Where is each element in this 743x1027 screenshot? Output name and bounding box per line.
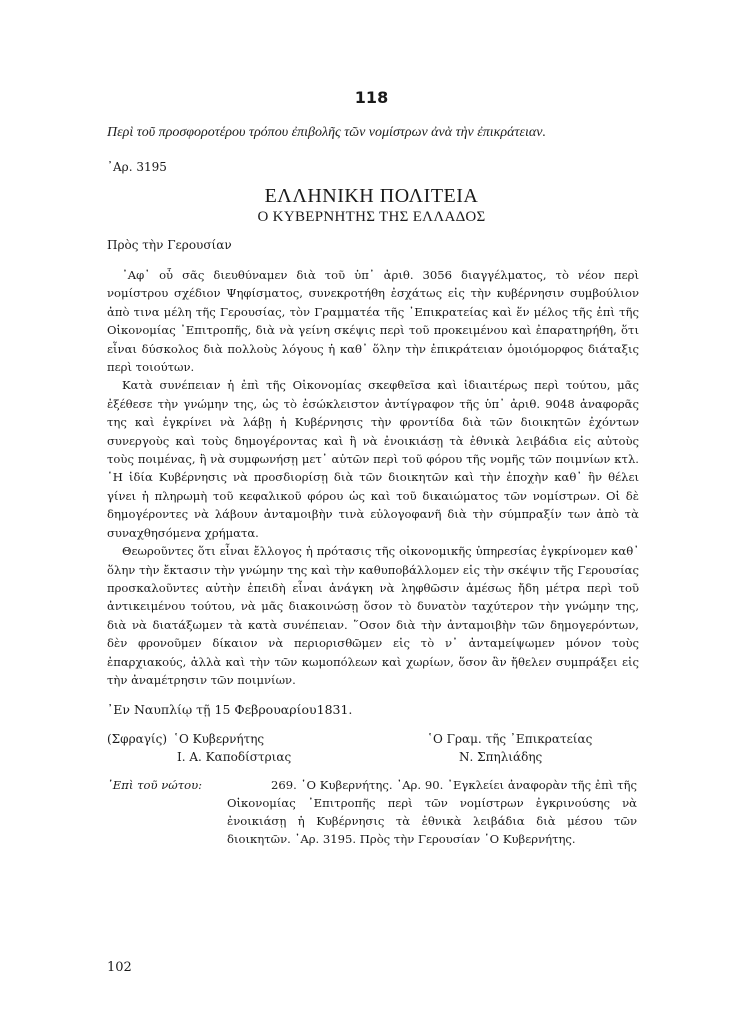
heading-state: ΕΛΛΗΝΙΚΗ ΠΟΛΙΤΕΙΑ <box>264 185 479 207</box>
endorsement-text: 269. ῾Ο Κυβερνήτης. ᾿Αρ. 90. ᾿Εγκλείει ἀναφορὰν τῆς ἐπὶ τῆς Οἰκονομίας ᾿Επιτροπῆς περὶ τῶν νομίστρων ἐγκρινούσης νὰ ἐνοικιάσῃ ἡ Κυβέρνησις τὰ ἐθνικὰ λειβάδια διὰ μέσου τῶν διοικητῶν. ᾿Αρ. 3195. Πρὸς τὴν Γερουσίαν ῾Ο Κυβερνήτης. <box>227 778 637 846</box>
reference-number: ᾿Αρ. 3195 <box>107 160 167 174</box>
secretary-title: ῾Ο Γραμ. τῆς ᾿Επικρατείας <box>427 732 593 746</box>
governor-name: Ι. Α. Καποδίστριας <box>177 750 292 764</box>
paragraph: Κατὰ συνέπειαν ἡ ἐπὶ τῆς Οἰκονομίας σκεφθεῖσα καὶ ἰδιαιτέρως περὶ τούτου, μᾶς ἐξέθεσε τὴν γνώμην της, ὡς τὸ ἐσώκλειστον ἀντίγραφον τῆς ὑπ᾿ ἀριθ. 9048 ἀναφορᾶς της καὶ ἐγκρίνει νὰ λάβῃ ἡ Κυβέρνησις τὴν φροντίδα διὰ τῶν διοικητῶν ἐχόντων συνεργοὺς καὶ τοὺς δημογέροντας καὶ ἢ νὰ ἐνοικιάσῃ τὰ ἐθνικὰ λειβάδια εἰς αὐτοὺς τοὺς ποιμένας, ἢ νὰ συμφωνήσῃ μετ᾿ αὐτῶν περὶ τοῦ φόρου τῆς νομῆς τῶν ποιμνίων κτλ. ῾Η ἰδία Κυβέρνησις νὰ προσδιορίσῃ διὰ τῶν διοικητῶν καὶ τὴν ἐποχὴν καθ᾿ ἣν θέλει γίνει ἡ πληρωμὴ τοῦ κεφαλικοῦ φόρου ὡς καὶ τοῦ δικαιώματος τῶν νομίστρων. Οἱ δὲ δημογέροντες νὰ λάβουν ἀνταμοιβὴν τινὰ εὐλογοφανῆ διὰ τὴν σύμπραξίν των ἀπὸ τὰ συναχθησόμενα χρήματα. <box>107 378 639 540</box>
date-line: ᾿Εν Ναυπλίῳ τῇ 15 Φεβρουαρίου1831. <box>107 702 353 717</box>
governor-title: ῾Ο Κυβερνήτης <box>173 732 265 746</box>
secretary-name: Ν. Σπηλιάδης <box>459 750 543 764</box>
addressee: Πρὸς τὴν Γερουσίαν <box>107 238 232 252</box>
document-subtitle: Περὶ τοῦ προσφοροτέρου τρόπου ἐπιβολῆς τῶν νομίστρων ἀνὰ τὴν ἐπικράτειαν. <box>107 125 546 140</box>
letter-body <box>107 266 639 689</box>
seal-label: (Σφραγίς) <box>107 732 168 746</box>
endorsement-label: ᾿Επὶ τοῦ νώτου: <box>107 778 203 792</box>
paragraph: ᾿Αφ᾿ οὗ σᾶς διευθύναμεν διὰ τοῦ ὑπ᾿ ἀριθ. 3056 διαγγέλματος, τὸ νέον περὶ νομίστρου σχέδιον Ψηφίσματος, συνεκροτήθη ἐσχάτως εἰς τὴν κυβέρνησιν συμβούλιον ἀπὸ τινα μέλη τῆς Γερουσίας, τὸν Γραμματέα τῆς ᾿Επικρατείας καὶ ἕν μέλος τῆς ἐπὶ τῆς Οἰκονομίας ᾿Επιτροπῆς, διὰ νὰ γείνη σκέψις περὶ τοῦ προκειμένου καὶ ἐπαρατηρήθη, ὅτι εἶναι δύσκολος διὰ πολλοὺς λόγους ἡ καθ᾿ ὅλην τὴν ἐπικράτειαν ὁμοιόμορφος διάταξις περὶ τοιούτων. <box>107 268 639 375</box>
heading-governor: Ο ΚΥΒΕΡΝΗΤΗΣ ΤΗΣ ΕΛΛΑΔΟΣ <box>257 209 486 225</box>
page-number: 118 <box>354 88 389 107</box>
footer-page-number: 102 <box>107 960 132 975</box>
paragraph: Θεωροῦντες ὅτι εἶναι ἔλλογος ἡ πρότασις τῆς οἰκονομικῆς ὑπηρεσίας ἐγκρίνομεν καθ᾿ ὅλην τὴν ἔκτασιν τὴν γνώμην της καὶ τὴν καθυποβάλλομεν εἰς τὴν σκέψιν τῆς Γερουσίας προσκαλοῦντες αὐτὴν ἐπειδὴ εἶναι ἀνάγκη νὰ ληφθῶσιν ἀμέσως ἤδη μέτρα περὶ τοῦ ἀντικειμένου τούτου, νὰ μᾶς διακοινώσῃ ὅσον τὸ δυνατὸν ταχύτερον τὴν γνώμην της, διὰ νὰ διατάξωμεν τὰ κατὰ συνέπειαν. ῞Οσον διὰ τὴν ἀνταμοιβὴν τῶν δημογερόντων, δὲν φρονοῦμεν δίκαιον νὰ περιορισθῶμεν εἰς τὸ ν᾿ ἀνταμείψωμεν μόνον τοὺς ἐπαρχιακούς, ἀλλὰ καὶ τὴν τῶν κωμοπόλεων καὶ χωρίων, ὅσον ἂν ἤθελεν συμπράξει εἰς τὴν ἀναμέτρησιν τῶν ποιμνίων. <box>107 544 639 687</box>
